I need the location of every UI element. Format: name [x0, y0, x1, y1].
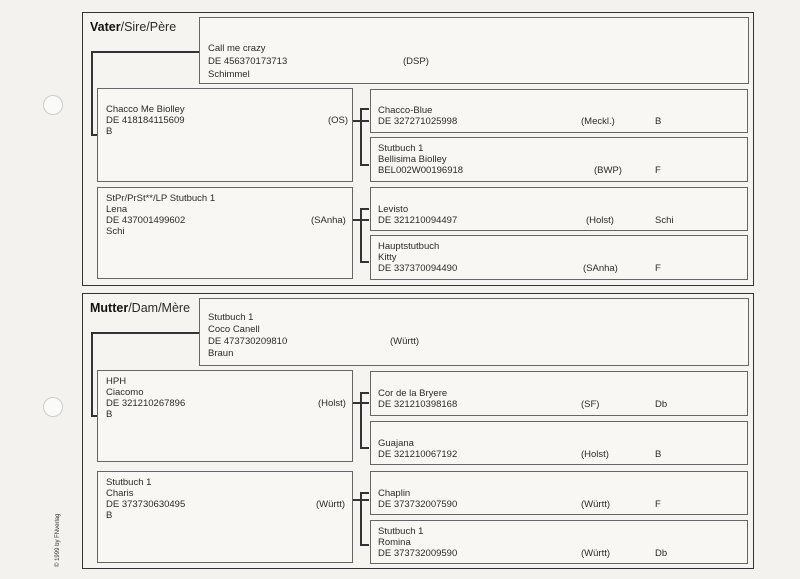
dam-branch-1-tick-b — [360, 447, 369, 449]
dam-granddam-box — [97, 471, 353, 563]
dam-great-1-name: Cor de la Bryere — [378, 388, 448, 399]
dam-great-2-id: DE 321210067192 — [378, 449, 458, 460]
sire-great-4-box — [370, 235, 748, 280]
dam-great-4-box — [370, 520, 748, 564]
sire-great-2-color: F — [655, 165, 661, 176]
dam-great-1-id: DE 321210398168 — [378, 399, 458, 410]
sire-great-3-box — [370, 187, 748, 231]
dam-header-rest: /Dam/Mère — [128, 301, 191, 315]
punch-hole-bottom — [43, 397, 63, 417]
sire-great-1-id: DE 327271025998 — [378, 116, 458, 127]
dam-great-1-breed: (SF) — [581, 399, 600, 410]
sire-great-2-title: Stutbuch 1 — [378, 143, 424, 154]
dam-great-4-breed: (Württ) — [581, 548, 611, 559]
dam-great-2-breed: (Holst) — [581, 449, 609, 460]
dam-parent-title: Stutbuch 1 — [208, 312, 254, 323]
sire-great-2-id: BEL002W00196918 — [378, 165, 464, 176]
sire-great-1-breed: (Meckl.) — [581, 116, 615, 127]
sire-granddam-box — [97, 187, 353, 279]
sire-parent-breed: (DSP) — [403, 56, 429, 67]
dam-branch-2-tick-a — [360, 492, 369, 494]
sire-great-3-breed: (Holst) — [586, 215, 614, 226]
sire-great-2-box — [370, 137, 748, 182]
sire-branch-1-v — [360, 108, 362, 165]
sire-great-3-color: Schi — [655, 215, 674, 226]
dam-great-1-box — [370, 371, 748, 416]
sire-header-bold: Vater — [90, 20, 121, 34]
dam-connector-top — [91, 332, 199, 334]
dam-grandsire-breed: (Holst) — [318, 398, 346, 409]
dam-grandsire-name: Ciacomo — [106, 387, 144, 398]
dam-granddam-color: B — [106, 510, 113, 521]
sire-great-1-box — [370, 89, 748, 133]
dam-parent-id: DE 473730209810 — [208, 336, 288, 347]
dam-granddam-breed: (Württ) — [316, 499, 346, 510]
dam-great-3-box — [370, 471, 748, 515]
dam-great-4-id: DE 373732009590 — [378, 548, 458, 559]
dam-branch-1-tick-a — [360, 392, 369, 394]
dam-parent-box — [199, 298, 749, 366]
sire-grandsire-id: DE 418184115609 — [106, 115, 185, 126]
dam-great-4-title: Stutbuch 1 — [378, 526, 424, 537]
dam-great-1-color: Db — [655, 399, 668, 410]
dam-connector-vertical — [91, 332, 93, 416]
dam-header-bold: Mutter — [90, 301, 129, 315]
sire-grandsire-name: Chacco Me Biolley — [106, 104, 185, 115]
dam-great-2-box — [370, 421, 748, 465]
sire-branch-2-v — [360, 208, 362, 262]
punch-hole-top — [43, 95, 63, 115]
dam-branch-1-v — [360, 392, 362, 448]
dam-great-3-id: DE 373732007590 — [378, 499, 458, 510]
sire-grandsire-color: B — [106, 126, 113, 137]
sire-branch-1-tick-a — [360, 108, 369, 110]
sire-parent-box — [199, 17, 749, 84]
sire-great-4-name: Kitty — [378, 252, 397, 263]
sire-great-1-color: B — [655, 116, 662, 127]
dam-great-2-color: B — [655, 449, 662, 460]
sire-great-3-name: Levisto — [378, 204, 409, 215]
dam-granddam-title: Stutbuch 1 — [106, 477, 152, 488]
sire-parent-name: Call me crazy — [208, 43, 266, 54]
sire-grandsire-box — [97, 88, 353, 182]
dam-grandsire-box — [97, 370, 353, 462]
dam-great-3-color: F — [655, 499, 661, 510]
dam-grandsire-color: B — [106, 409, 113, 420]
sire-great-4-breed: (SAnha) — [583, 263, 618, 274]
sire-header — [90, 20, 176, 34]
sire-parent-id: DE 456370173713 — [208, 56, 288, 67]
dam-parent-breed: (Württ) — [390, 336, 420, 347]
dam-granddam-id: DE 373730630495 — [106, 499, 186, 510]
dam-parent-color: Braun — [208, 348, 234, 359]
dam-parent-name: Coco Canell — [208, 324, 260, 335]
sire-header-rest: /Sire/Père — [120, 20, 177, 34]
sire-great-2-breed: (BWP) — [594, 165, 622, 176]
sire-branch-2-tick-b — [360, 261, 369, 263]
sire-granddam-title: StPr/PrSt**/LP Stutbuch 1 — [106, 193, 216, 204]
sire-great-4-id: DE 337370094490 — [378, 263, 458, 274]
dam-great-4-color: Db — [655, 548, 668, 559]
dam-branch-2-tick-b — [360, 544, 369, 546]
sire-connector-bottom-long — [91, 134, 93, 135]
sire-granddam-breed: (SAnha) — [311, 215, 346, 226]
sire-section — [82, 12, 754, 286]
dam-grandsire-id: DE 321210267896 — [106, 398, 186, 409]
sire-granddam-color: Schi — [106, 226, 125, 237]
sire-branch-1-tick-b — [360, 164, 369, 166]
dam-section — [82, 293, 754, 569]
dam-great-3-breed: (Württ) — [581, 499, 611, 510]
copyright-note: © 1999 by FNverlag — [55, 513, 61, 567]
sire-connector-top — [91, 51, 199, 53]
sire-granddam-name: Lena — [106, 204, 128, 215]
sire-great-3-id: DE 321210094497 — [378, 215, 458, 226]
dam-great-3-name: Chaplin — [378, 488, 411, 499]
sire-grandsire-breed: (OS) — [328, 115, 349, 126]
dam-grandsire-title: HPH — [106, 376, 127, 387]
dam-great-2-name: Guajana — [378, 438, 414, 449]
dam-great-4-name: Romina — [378, 537, 411, 548]
sire-great-4-color: F — [655, 263, 661, 274]
sire-great-2-name: Bellisima Biolley — [378, 154, 447, 165]
sire-great-1-name: Chacco-Blue — [378, 105, 433, 116]
sire-branch-2-tick-a — [360, 208, 369, 210]
sire-connector-vertical — [91, 51, 93, 135]
sire-granddam-id: DE 437001499602 — [106, 215, 186, 226]
dam-granddam-name: Charis — [106, 488, 134, 499]
dam-header — [90, 301, 190, 315]
sire-parent-color: Schimmel — [208, 69, 250, 80]
dam-branch-2-v — [360, 492, 362, 545]
sire-great-4-title: Hauptstutbuch — [378, 241, 440, 252]
